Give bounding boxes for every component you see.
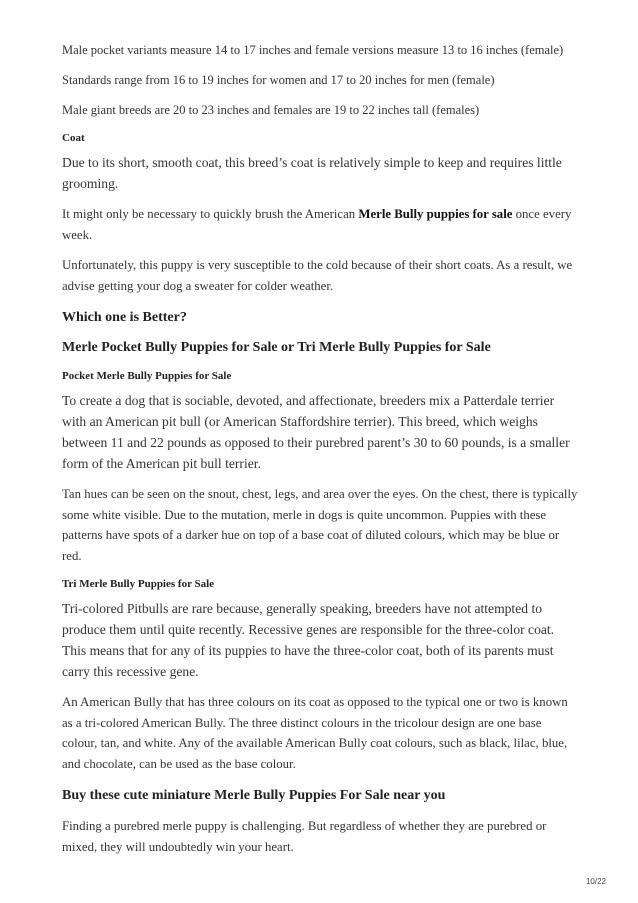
giant-size-text: Male giant breeds are 20 to 23 inches and females are 19 to 22 inches tall (females) <box>62 103 480 117</box>
pocket-paragraph-1: To create a dog that is sociable, devoted, and affectionate, breeders mix a Patterdale terrier with an American pit bull (or American Staffordshire terrier). This breed, which weighs between 11 and 22 pounds as opposed to their purebred parent’s 30 to 60 pounds, is a smaller form of the American pit bull terrier. <box>62 393 570 471</box>
tri-section-heading: Tri Merle Bully Puppies for Sale <box>62 578 215 590</box>
pocket-section-heading: Pocket Merle Bully Puppies for Sale <box>62 370 232 382</box>
buy-heading: Buy these cute miniature Merle Bully Puppies For Sale near you <box>62 788 446 803</box>
coat-paragraph-1: Due to its short, smooth coat, this breed’s coat is relatively simple to keep and requires little grooming. <box>62 155 562 191</box>
tri-paragraph-1: Tri-colored Pitbulls are rare because, generally speaking, breeders have not attempted to produce them until quite recently. Recessive genes are responsible for the three-color coat. This means that for any of its puppies to have the three-color coat, both of its parents must carry this recessive gene. <box>62 601 555 679</box>
coat-heading: Coat <box>62 132 85 144</box>
coat-p2-before: It might only be necessary to quickly brush the American <box>62 207 359 221</box>
pocket-paragraph-2: Tan hues can be seen on the snout, chest, legs, and area over the eyes. On the chest, there is typically some white visible. Due to the mutation, merle in dogs is quite uncommon. Puppies with these patterns have spots of a darker hue on top of a base coat of diluted colours, which may be blue or red. <box>62 487 578 563</box>
tri-paragraph-2: An American Bully that has three colours on its coat as opposed to the typical one or two is known as a tri-colored American Bully. The three distinct colours in the tricolour design are one base colour, tan, and white. Any of the available American Bully coat colours, such as black, lilac, blue, and chocolate, can be used as the base colour. <box>62 695 568 771</box>
coat-paragraph-2 <box>62 204 578 245</box>
buy-paragraph-1: Finding a purebred merle puppy is challenging. But regardless of whether they are purebred or mixed, they will undoubtedly win your heart. <box>62 819 547 854</box>
merle-bully-link-text: Merle Bully puppies for sale <box>358 207 513 221</box>
comparison-heading: Merle Pocket Bully Puppies for Sale or Tri Merle Bully Puppies for Sale <box>62 340 491 355</box>
standard-size-text: Standards range from 16 to 19 inches for women and 17 to 20 inches for men (female) <box>62 73 495 87</box>
which-better-heading: Which one is Better? <box>62 310 187 325</box>
pocket-size-text: Male pocket variants measure 14 to 17 inches and female versions measure 13 to 16 inches (female) <box>62 43 564 57</box>
page-number: 10/22 <box>585 877 606 886</box>
coat-p2-after: once every week. <box>62 207 572 242</box>
document-page <box>62 40 578 857</box>
coat-paragraph-3: Unfortunately, this puppy is very susceptible to the cold because of their short coats. As a result, we advise getting your dog a sweater for colder weather. <box>62 258 573 293</box>
